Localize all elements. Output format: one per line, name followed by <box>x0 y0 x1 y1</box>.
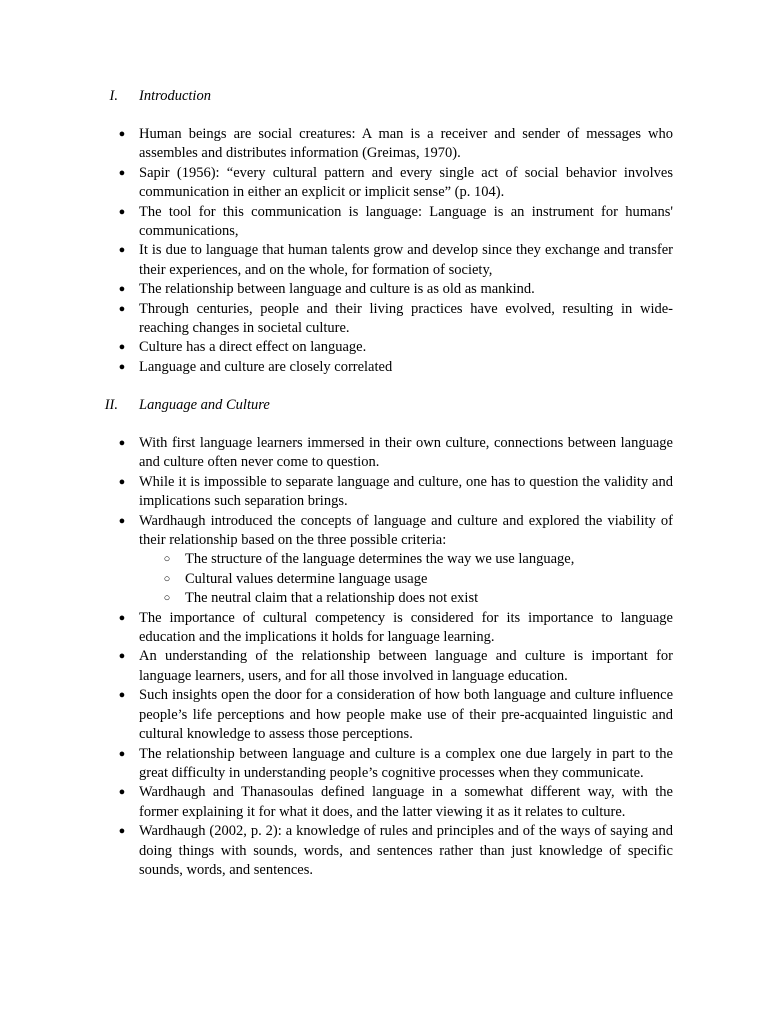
list-item <box>118 434 673 473</box>
bullet-icon: ● <box>118 205 126 218</box>
hollow-bullet-icon: ○ <box>163 592 171 605</box>
bullet-icon: ● <box>118 747 126 760</box>
bullet-icon: ● <box>118 437 126 449</box>
list-item-text: Such insights open the door for a consideration of how both language and culture influence people’s life perceptions and how people make use of their pre-acquainted linguistic and cultural knowledge to assess those perceptions. <box>139 687 673 743</box>
bullet-icon: ● <box>118 825 126 838</box>
sub-list-item <box>163 570 673 589</box>
list-item-text: With first language learners immersed in their own culture, connections between language and culture often never come to question. <box>139 435 673 471</box>
list-item-text: While it is impossible to separate language and culture, one has to question the validity and implications such separation brings. <box>139 473 673 510</box>
hollow-bullet-icon: ○ <box>163 553 171 566</box>
list-item-text: Sapir (1956): “every cultural pattern and every single act of social behavior involves communication in either an explicit or implicit sense” (p. 104). <box>139 164 673 201</box>
list-item-text: Language and culture are closely correlated <box>139 358 393 375</box>
section-number: I. <box>109 88 118 104</box>
section-title: Introduction <box>139 88 211 104</box>
list-item <box>118 203 673 242</box>
list-item <box>118 686 673 744</box>
bullet-icon: ● <box>118 611 126 624</box>
bullet-icon: ● <box>118 475 126 488</box>
list-item-text: It is due to language that human talents grow and develop since they exchange and transfer their experiences, and on the whole, for formation of society, <box>139 242 673 278</box>
list-item <box>118 300 673 339</box>
list-item <box>118 745 673 784</box>
bullet-icon: ● <box>118 341 126 354</box>
list-item-text: The relationship between language and culture is a complex one due largely in part to the great difficulty in understanding people’s cognitive processes when they communicate. <box>139 745 673 781</box>
bullet-icon: ● <box>118 360 126 373</box>
list-item-text: The relationship between language and culture is as old as mankind. <box>139 281 535 298</box>
bullet-icon: ● <box>118 650 126 663</box>
sub-list-item-text: Cultural values determine language usage <box>185 570 428 587</box>
list-item <box>118 125 673 164</box>
list-item <box>118 609 673 648</box>
sub-list-item <box>163 550 673 569</box>
list-item-text: Wardhaugh introduced the concepts of language and culture and explored the viability of their relationship based on the three possible criteria: <box>139 512 673 549</box>
list-item-text: Culture has a direct effect on language. <box>139 339 367 356</box>
bullet-icon: ● <box>118 302 126 315</box>
list-item <box>118 473 673 512</box>
bullet-icon: ● <box>118 166 126 179</box>
bullet-icon: ● <box>118 514 126 527</box>
sub-list-item-text: The neutral claim that a relationship does not exist <box>185 590 479 607</box>
list-item-text: The importance of cultural competency is considered for its importance to language education and the implications it holds for language learning. <box>139 609 673 646</box>
list-item-text: An understanding of the relationship between language and culture is important for language learners, users, and for all those involved in language education. <box>139 648 673 684</box>
list-item <box>118 783 673 822</box>
list-item-text: The tool for this communication is language: Language is an instrument for humans' communications, <box>139 203 673 240</box>
criteria-sub-list <box>139 550 673 608</box>
sub-list-item <box>163 589 673 608</box>
bullet-icon: ● <box>118 283 126 296</box>
list-item <box>118 241 673 280</box>
list-item <box>118 647 673 686</box>
list-item-text: Human beings are social creatures: A man is a receiver and sender of messages who assembles and distributes information (Greimas, 1970). <box>139 126 673 162</box>
list-item <box>118 358 673 377</box>
list-item <box>118 338 673 357</box>
list-item <box>118 164 673 203</box>
introduction-bullet-list <box>118 125 673 377</box>
bullet-icon: ● <box>118 128 126 140</box>
list-item <box>118 512 673 609</box>
section-title: Language and Culture <box>139 397 270 413</box>
list-item-text: Wardhaugh and Thanasoulas defined language in a somewhat different way, with the former explaining it for what it does, and the latter viewing it as it relates to culture. <box>139 784 673 820</box>
list-item-text: Through centuries, people and their living practices have evolved, resulting in wide-reaching changes in societal culture. <box>139 300 673 337</box>
list-item-text: Wardhaugh (2002, p. 2): a knowledge of rules and principles and of the ways of saying and doing things with sounds, words, and sentences rather than just knowledge of specific sounds, words, and sentences. <box>139 823 673 878</box>
list-item <box>118 280 673 299</box>
section-number: II. <box>104 397 118 413</box>
bullet-icon: ● <box>118 244 126 257</box>
bullet-icon: ● <box>118 689 126 702</box>
list-item <box>118 822 673 880</box>
sub-list-item-text: The structure of the language determines the way we use language, <box>185 551 575 568</box>
hollow-bullet-icon: ○ <box>163 572 171 585</box>
language-and-culture-bullet-list <box>118 434 673 880</box>
bullet-icon: ● <box>118 786 126 799</box>
